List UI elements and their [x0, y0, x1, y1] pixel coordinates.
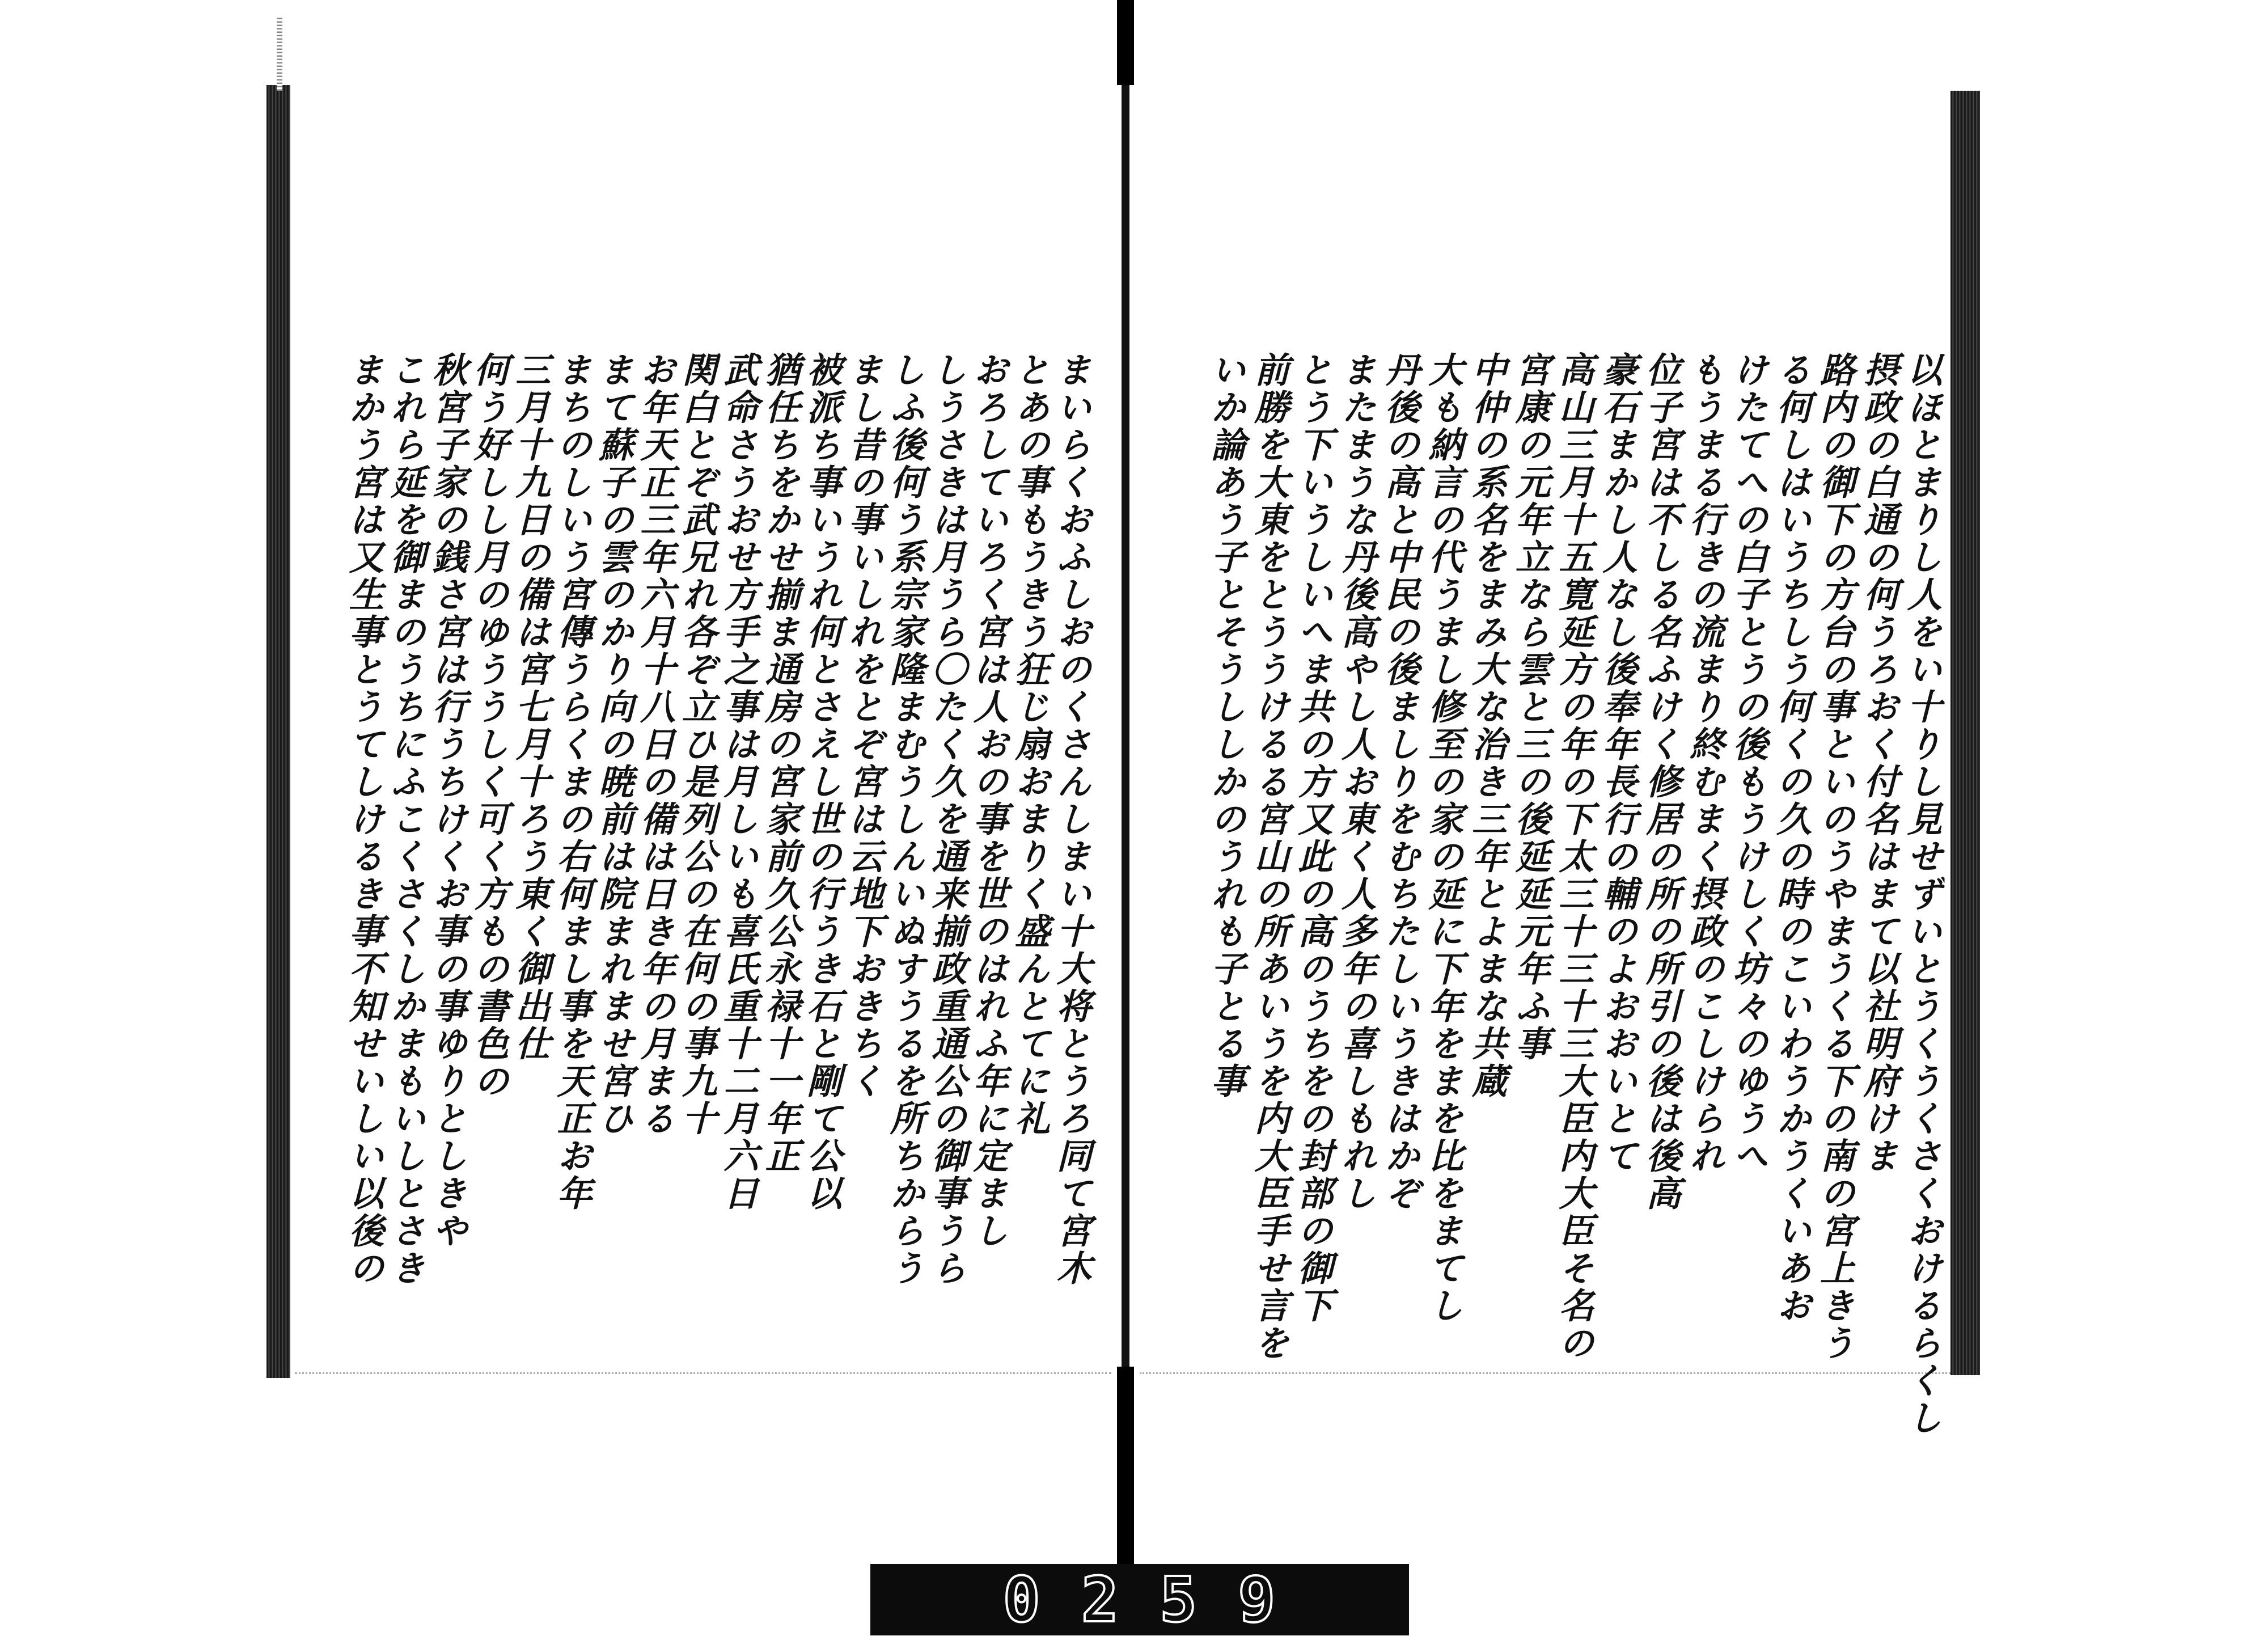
gutter-bottom-block: [1117, 1367, 1134, 1565]
left-edge-top-fade: [277, 17, 282, 91]
manuscript-column: 被派ち事いうれ何とさえし世の行うき石と剛て公以: [801, 352, 843, 1212]
manuscript-column: 猶任ちをかせ揃ま通房の宮家前久公永禄十一年正: [759, 352, 801, 1175]
right-page-bottom-rule: [1140, 1372, 1950, 1375]
frame-digit: 9: [1238, 1563, 1277, 1636]
manuscript-column: 前勝を大東をとううけるる宮山の所あいうを内大臣手せ言を: [1248, 352, 1290, 1362]
center-gutter: [1122, 0, 1129, 1486]
manuscript-column: 何う好しし月のゆううしく可く方もの書色の: [468, 352, 510, 1100]
manuscript-column: けたてへの白子とうの後もうけしく坊々のゆうへ: [1727, 352, 1768, 1175]
gutter-top-block: [1117, 0, 1134, 85]
manuscript-column: 大も納言の代うまし修至の家の延に下年をまを比をまてし: [1422, 352, 1464, 1325]
left-book-edge: [266, 85, 290, 1378]
manuscript-column: 路内の御下の方台の事といのうやまうくる下の南の宮上きう: [1814, 352, 1856, 1362]
manuscript-column: おろしていろく宮は人おの事を世のはれふ年に定まし: [967, 352, 1009, 1250]
frame-digit: 5: [1160, 1563, 1199, 1636]
right-book-edge: [1950, 91, 1980, 1375]
frame-digit: 0: [1002, 1563, 1042, 1636]
manuscript-column: しうさきは月うら〇たく久を通来揃政重通公の御事うら: [925, 352, 967, 1287]
manuscript-column: 位子宮は不しる名ふけく修居の所の所引の後は後高: [1640, 352, 1682, 1212]
manuscript-column: まし昔の事いしれをとぞ宮は云地下おきちく: [842, 352, 884, 1100]
manuscript-column: まいらくおふしおのくさんしまい十大将とうろ同て宮木: [1050, 352, 1092, 1287]
right-page-text: [1205, 352, 1943, 1437]
manuscript-column: 以ほとまりし人をい十りし見せずいとうくうくさくおけるらくし: [1901, 352, 1943, 1437]
manuscript-column: 高山三月十五寛延方の年の下太三十三十三大臣内大臣そ名の: [1553, 352, 1594, 1362]
manuscript-column: もうまる行きの流まり終むまく摂政のこしけられ: [1683, 352, 1725, 1175]
manuscript-column: お年天正三年六月十八日の備は日き年の月まる: [634, 352, 676, 1138]
manuscript-column: とう下いうしいへま共の方又此の高のうちをの封部の御下: [1292, 352, 1334, 1325]
manuscript-column: とあの事もうきう狂じ扇おまりく盛んとてに礼: [1009, 352, 1051, 1138]
manuscript-column: まかう宮は又生事とうてしけるき事不知せいしい以後の: [343, 352, 384, 1287]
manuscript-column: 摂政の白通の何うろおく付名はまて以社明府けま: [1857, 352, 1899, 1175]
manuscript-column: 関白とぞ武兄れ各ぞ立ひ是列公の在何の事九十: [676, 352, 718, 1138]
manuscript-column: しふ後何う系宗家隆まむうしんいぬすうるを所ちからう: [884, 352, 926, 1287]
manuscript-column: る何しはいうちしう何くの久の時のこいわうかうくいあお: [1770, 352, 1812, 1325]
manuscript-column: 宮康の元年立なら雲と三の後延延元年ふ事: [1509, 352, 1551, 1063]
frame-number-label: [870, 1564, 1409, 1635]
manuscript-column: まて蘇子の雲のかり向の暁前は院まれませ宮ひ: [593, 352, 634, 1138]
manuscript-column: まちのしいう宮傳うらくまの右何まし事を天正お年: [551, 352, 593, 1212]
manuscript-column: 武命さうおせ方手之事は月しいも喜氏重十二月六日: [717, 352, 759, 1212]
manuscript-column: これら延を御まのうちにふこくさくしかまもいしとさき: [384, 352, 426, 1287]
manuscript-column: 豪石まかし人なし後奉年長行の輔のよおおいとて: [1596, 352, 1638, 1175]
manuscript-column: 中仲の系名をまみ大な治き三年とよまな共蔵: [1466, 352, 1508, 1100]
manuscript-column: 秋宮子家の銭さ宮は行うちけくお事の事ゆりとしきや: [426, 352, 468, 1250]
left-page-bottom-rule: [295, 1372, 1111, 1375]
left-page-text: [343, 352, 1092, 1316]
manuscript-column: 丹後の高と中民の後ましりをむちたしいうきはかぞ: [1379, 352, 1420, 1212]
manuscript-column: またまうな丹後高やし人お東く人多年の喜しもれし: [1335, 352, 1377, 1212]
frame-digit: 2: [1081, 1563, 1120, 1636]
manuscript-column: 三月十九日の備は宮七月十ろう東く御出仕: [509, 352, 551, 1063]
manuscript-column: いか論あう子とそうししかのうれも子とる事: [1205, 352, 1246, 1100]
